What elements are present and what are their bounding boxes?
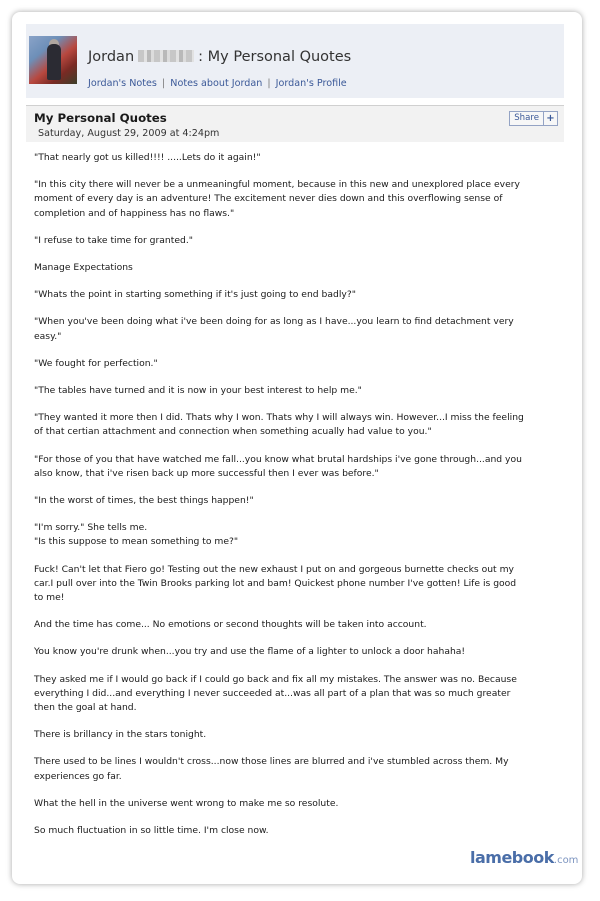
quote: Manage Expectations	[34, 262, 133, 274]
link-separator: |	[161, 78, 166, 89]
watermark-domain: .com	[553, 855, 579, 866]
breadcrumb	[88, 78, 347, 89]
quote: "For those of you that have watched me fall...you know what brutal hardships i've gone through...and you also know, that i've risen back up more successful then I ever was before."	[34, 453, 522, 479]
avatar[interactable]	[29, 36, 77, 84]
redacted-surname	[138, 50, 194, 62]
quote: You know you're drunk when...you try and use the flame of a lighter to unlock a door hahaha!	[34, 646, 466, 658]
avatar-figure	[47, 44, 61, 80]
note-date: Saturday, August 29, 2009 at 4:24pm	[38, 128, 220, 139]
watermark-brand: lamebook	[470, 848, 554, 867]
note-title: My Personal Quotes	[34, 111, 167, 125]
quote: "I refuse to take time for granted."	[34, 234, 193, 246]
quote: "Whats the point in starting something if it's just going to end badly?"	[34, 289, 356, 301]
quote: What the hell in the universe went wrong to make me so resolute.	[34, 797, 339, 809]
page-title	[88, 49, 351, 65]
quote: There used to be lines I wouldn't cross...now those lines are blurred and i've stumbled across them. My experiences go far.	[34, 756, 509, 782]
link-separator: |	[267, 78, 271, 89]
quote: There is brillancy in the stars tonight.	[34, 729, 207, 741]
note-title-bar	[26, 105, 564, 142]
note-body	[34, 151, 524, 851]
link-notes[interactable]: Jordan's Notes	[88, 78, 157, 89]
quote: "Is this suppose to mean something to me?"	[34, 536, 239, 548]
plus-icon: +	[543, 112, 557, 125]
quote: And the time has come... No emotions or second thoughts will be taken into account.	[34, 619, 427, 631]
quote: So much fluctuation in so little time. I'm close now.	[34, 825, 269, 837]
title-suffix: : My Personal Quotes	[198, 49, 352, 65]
share-button[interactable]	[509, 111, 558, 126]
quote: "When you've been doing what i've been doing for as long as I have...you learn to find detachment very easy."	[34, 316, 514, 342]
quote: "We fought for perfection."	[34, 357, 158, 369]
share-label: Share	[514, 113, 539, 123]
quote: "That nearly got us killed!!!! .....Lets do it again!"	[34, 152, 261, 163]
quote: "The tables have turned and it is now in your best interest to help me."	[34, 385, 362, 397]
lamebook-logo	[470, 848, 578, 867]
quote: "In the worst of times, the best things happen!"	[34, 495, 254, 507]
quote: Fuck! Can't let that Fiero go! Testing out the new exhaust I put on and gorgeous burnette checks out my car.I pull over into the Twin Brooks parking lot and bam! Quickest phone number I've gotten! Life is good to me!	[34, 563, 517, 604]
quote: "They wanted it more then I did. Thats why I won. Thats why I will always win. However...I miss the feeling of that certian attachment and connection when something acually had value to you."	[34, 412, 524, 438]
quote: "In this city there will never be a unmeaningful moment, because in this new and unexplored place every moment of every day is an adventure! The excitement never dies down and this overflowing sense of completion and of happiness has no flaws."	[34, 179, 520, 219]
quote: "I'm sorry." She tells me.	[34, 522, 148, 534]
author-name[interactable]: Jordan	[88, 49, 135, 65]
quote: They asked me if I would go back if I could go back and fix all my mistakes. The answer was no. Because everything I did...and everything I never succeeded at...was all part of a plan that was so much greater then the goal at hand.	[34, 673, 517, 714]
note-header	[26, 24, 564, 98]
link-notes-about[interactable]: Notes about Jordan	[170, 78, 263, 89]
link-profile[interactable]: Jordan's Profile	[275, 78, 347, 89]
note-card	[12, 12, 582, 884]
